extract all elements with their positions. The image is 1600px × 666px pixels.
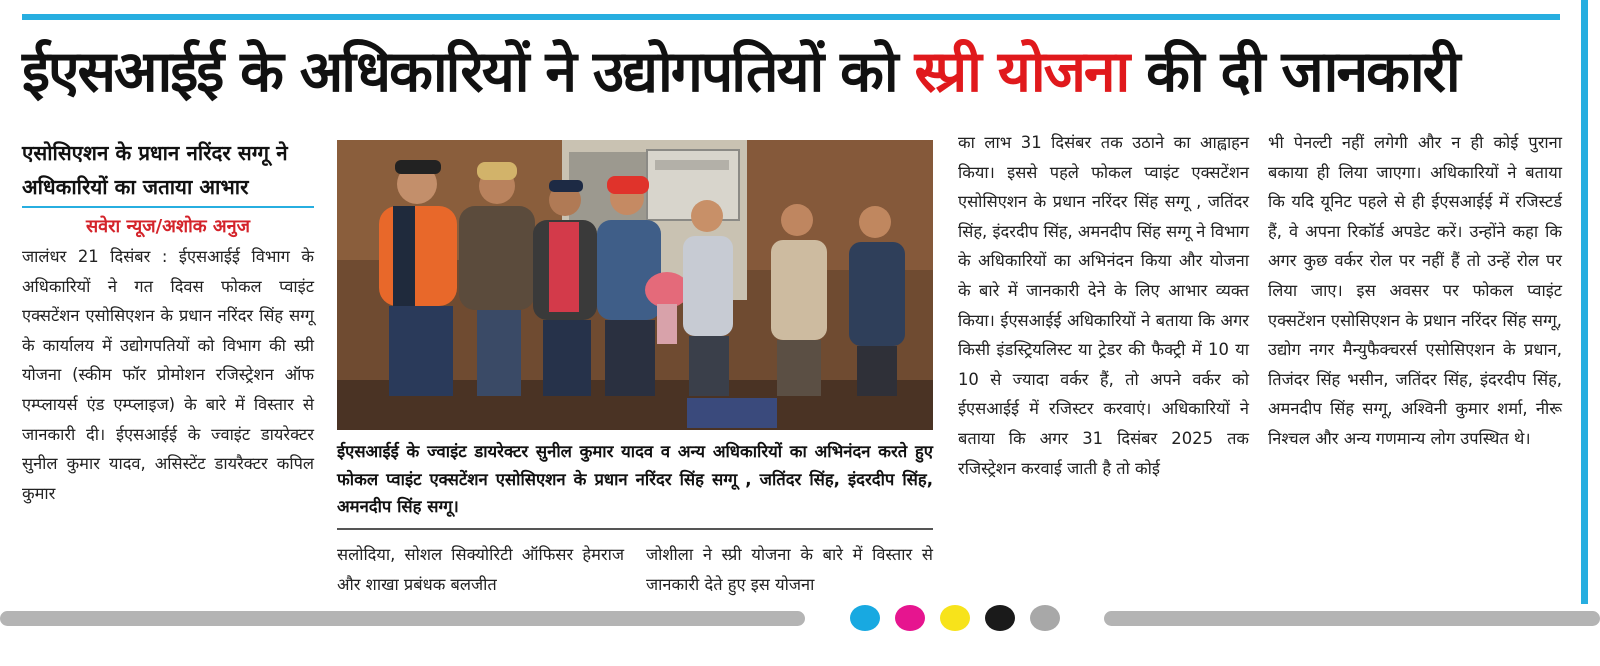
column2a-body: सलोदिया, सोशल सिक्योरिटी ऑफिसर हेमराज और शाखा प्रबंधक बलजीत xyxy=(337,545,624,594)
article-column-3 xyxy=(958,128,1249,483)
top-rule xyxy=(22,14,1560,20)
black-registration-dot xyxy=(985,605,1015,631)
subheading-underline xyxy=(22,206,314,208)
headline-highlight: स्प्री योजना xyxy=(914,39,1129,105)
column1-body: जालंधर 21 दिसंबर : ईएसआईई विभाग के अधिकारियों ने गत दिवस फोकल प्वाइंट एक्सटेंशन एसोसिएशन के प्रधान नरिंदर सिंह सग्गू के कार्यालय में उद्योगपतियों को विभाग की स्प्री योजना (स्कीम फॉर प्रोमोशन रजिस्ट्रेशन ऑफ एम्प्लायर्स एंड एम्प्लाइज) के बारे में विस्तार से जानकारी दी। ईएसआईई के ज्वाइंट डायरेक्टर सुनील कुमार यादव, असिस्टेंट डायरैक्टर कपिल कुमार xyxy=(22,247,314,503)
bottom-page-bar-left xyxy=(0,611,805,626)
gray-registration-dot xyxy=(1030,605,1060,631)
news-photo xyxy=(337,140,933,430)
column2b-body: जोशीला ने स्प्री योजना के बारे में विस्तार से जानकारी देते हुए इस योजना xyxy=(646,545,933,594)
right-edge-rule xyxy=(1581,0,1588,604)
headline xyxy=(22,26,1562,118)
byline: सवेरा न्यूज/अशोक अनुज xyxy=(86,216,250,237)
caption-divider xyxy=(337,528,933,530)
magenta-registration-dot xyxy=(895,605,925,631)
bottom-page-bar-right xyxy=(1104,611,1600,626)
article-column-4 xyxy=(1268,128,1562,454)
headline-part2: की दी जानकारी xyxy=(1128,39,1459,105)
yellow-registration-dot xyxy=(940,605,970,631)
column4-body: भी पेनल्टी नहीं लगेगी और न ही कोई पुराना बकाया ही लिया जाएगा। अधिकारियों ने बताया कि यदि यूनिट पहले से ही ईएसआईई में रजिस्टर्ड हैं, वे अपना रिकॉर्ड अपडेट करें। उन्होंने कहा कि अगर कुछ वर्कर रोल पर नहीं हैं तो उन्हें रोल पर लिया जाए। इस अवसर पर फोकल प्वाइंट एक्सटेंशन एसोसिएशन के प्रधान नरिंदर सिंह सग्गू, उद्योग नगर मैन्युफैक्चरर्स एसोसिएशन के प्रधान, तिजंदर सिंह भसीन, जतिंदर सिंह, इंदरदीप सिंह, अमनदीप सिंह सग्गू, अश्विनी कुमार शर्मा, नीरू निश्चल और अन्य गणमान्य लोग उपस्थित थे। xyxy=(1268,133,1562,448)
subheading: एसोसिएशन के प्रधान नरिंदर सग्गू ने अधिकारियों का जताया आभार xyxy=(22,141,288,199)
article-column-2b xyxy=(646,540,933,599)
photo-caption: ईएसआईई के ज्वाइंट डायरेक्टर सुनील कुमार यादव व अन्य अधिकारियों का अभिनंदन करते हुए फोकल प्वाइंट एक्सटेंशन एसोसिएशन के प्रधान नरिंदर सिंह सग्गू , जतिंदर सिंह, इंदरदीप सिंह, अमनदीप सिंह सग्गू। xyxy=(337,442,933,516)
article-column-2a xyxy=(337,540,624,599)
cyan-registration-dot xyxy=(850,605,880,631)
headline-part1: ईएसआईई के अधिकारियों ने उद्योगपतियों को xyxy=(22,39,915,105)
column3-body: का लाभ 31 दिसंबर तक उठाने का आह्वाहन किया। इससे पहले फोकल प्वाइंट एक्सटेंशन एसोसिएशन के प्रधान नरिंदर सिंह सग्गू , जतिंदर सिंह, इंदरदीप सिंह, अमनदीप सिंह सग्गू ने विभाग के अधिकारियों का अभिनंदन किया और योजना के बारे में जानकारी देने के लिए आभार व्यक्त किया। ईएसआईई अधिकारियों ने बताया कि अगर किसी इंडस्ट्रियलिस्ट या ट्रेडर की फैक्ट्री में 10 या 10 से ज्यादा वर्कर हैं, तो अपने वर्कर को ईएसआईई में रजिस्टर करवाएं। अधिकारियों ने बताया कि अगर 31 दिसंबर 2025 तक रजिस्ट्रेशन करवाई जाती है तो कोई xyxy=(958,133,1249,478)
news-photo-illustration xyxy=(337,140,933,430)
article-column-1 xyxy=(22,136,314,508)
